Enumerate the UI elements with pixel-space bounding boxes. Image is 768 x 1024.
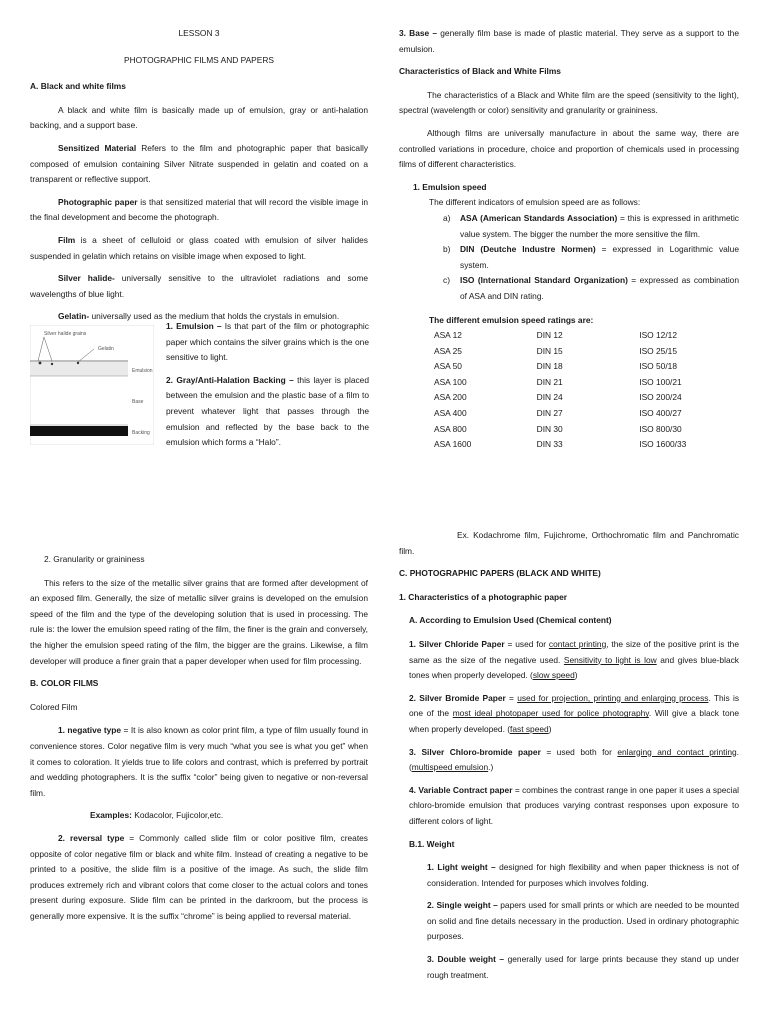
indicator-asa-text (460, 211, 739, 242)
base-item (399, 26, 739, 57)
chloro-underline-1: enlarging and contact printing (617, 746, 737, 757)
reversal-term: 2. reversal type (58, 832, 125, 843)
indicator-marker: b) (443, 244, 451, 255)
photo-paper-term: Photographic paper (58, 196, 138, 207)
reversal-text: = Commonly called slide film or color positive film, creates opposite of color negative film or black and white film. Instead of creating a negative to be printed to a positive, the slide film is a positive of the image. As such, the slide film produces extremely rich and vibrant colors that come closer to the actual colors and tones present during exposure. Slide film can be printed in the darkroom, but the process is generally more expensive. It is the suffix “chrome” is being applied to reversal material. (30, 832, 368, 921)
asa-cell: ASA 1600 (434, 439, 472, 450)
reversal-type-paragraph (30, 831, 368, 925)
din-cell: DIN 33 (536, 439, 563, 450)
examples-term: Examples: (90, 810, 132, 821)
chloro-c: .) (488, 762, 494, 773)
chloride-a: = used for (504, 638, 549, 649)
negative-text: = It is also known as color print film, a type of film usually found in convenience stores. Color negative film is very much “what you see is what you get” when it comes to coloration. It yields true to life colors and contrast, which is preferred by portrait and wedding photographers. It is the suffix “color” being given to negative or non-reversal film. (30, 725, 368, 798)
halide-grain (77, 362, 79, 364)
single-term: 2. Single weight – (427, 900, 498, 911)
double-term: 3. Double weight – (427, 954, 505, 965)
intro-paragraph: A black and white film is basically made up of emulsion, gray or anti-halation backing, and a support base. (30, 104, 368, 131)
bromide-underline-2: most ideal photopaper used for police photography (452, 708, 649, 719)
iso-cell: ISO 800/30 (639, 423, 682, 434)
emulsion-item (166, 319, 369, 366)
lesson-number: LESSON 3 (178, 28, 220, 38)
din-cell: DIN 27 (536, 408, 563, 419)
silver-chloride-item (409, 637, 739, 684)
chloride-underline-1: contact printing (548, 638, 607, 649)
emulsion-speed-heading: 1. Emulsion speed (413, 181, 487, 192)
chloro-a: = used both for (540, 746, 618, 757)
light-weight-item (427, 860, 739, 891)
chloride-term: 1. Silver Chloride Paper (409, 638, 505, 649)
photo-paper-text: is that sensitized material that will record the visible image in the final development and become the photograph. (30, 196, 368, 223)
chloro-b: . ( (409, 746, 739, 773)
label-backing: Backing (132, 430, 150, 436)
bromide-b: . This is one of the (409, 692, 740, 719)
asa-desc: = this is expressed in arithmetic value system. The bigger the number the more sensitive the film. (460, 212, 739, 239)
indicator-iso (443, 273, 739, 304)
ratings-heading: The different emulsion speed ratings are: (429, 314, 594, 325)
iso-cell: ISO 12/12 (639, 330, 677, 341)
emulsion-layer (30, 362, 128, 376)
negative-term: 1. negative type (58, 725, 122, 736)
label-emulsion: Emulsion (132, 368, 153, 374)
bromide-underline-1: used for projection, printing and enlarging process (517, 692, 709, 703)
silver-halide-paragraph (30, 271, 368, 302)
according-emulsion-heading: A. According to Emulsion Used (Chemical content) (409, 615, 612, 626)
page-title: PHOTOGRAPHIC FILMS AND PAPERS (123, 54, 274, 65)
gray-backing-term: 2. Gray/Anti-Halation Backing – (166, 374, 294, 385)
din-desc: = expressed in Logarithmic value system. (460, 244, 739, 270)
indicator-asa (443, 211, 739, 242)
base-term: 3. Base – (399, 28, 438, 38)
chloride-d: ) (574, 670, 578, 681)
din-term: DIN (Deutche Industre Normen) (460, 244, 596, 255)
iso-cell: ISO 25/15 (639, 345, 677, 356)
din-cell: DIN 12 (536, 330, 563, 341)
speed-intro: The different indicators of emulsion speed are as follows: (429, 197, 641, 208)
characteristics-para2: Although films are universally manufacture in about the same way, there are controlled variations in procedure, choice and proportion of chemicals used in processing films of different characteristics. (399, 127, 739, 170)
halide-grain (51, 363, 53, 365)
variable-contract-item (409, 783, 739, 830)
iso-cell: ISO 1600/33 (639, 439, 687, 450)
photo-paper-paragraph (30, 195, 368, 226)
speed-rating-row (434, 406, 739, 422)
film-text: is a sheet of celluloid or glass coated with emulsion of silver halides suspended in gelatin which retains on visible image when exposed to light. (30, 234, 368, 261)
asa-cell: ASA 50 (434, 361, 462, 372)
indicator-din-text (460, 242, 739, 273)
paper-characteristics-heading: 1. Characteristics of a photographic paper (399, 591, 568, 602)
speed-ratings-body (434, 328, 739, 453)
asa-cell: ASA 200 (434, 392, 467, 403)
asa-cell: ASA 100 (434, 376, 467, 387)
label-base: Base (132, 399, 144, 405)
light-term: 1. Light weight – (427, 862, 496, 873)
speed-indicator-list (443, 211, 739, 305)
variable-term: 4. Variable Contract paper (409, 784, 513, 795)
left-column-bottom (30, 552, 368, 931)
gray-backing-text: this layer is placed between the emulsion and the plastic base of a film to prevent whatever light that passes through the emulsion and reflected by the base back to the emulsion which forms a “Halo”. (166, 374, 369, 448)
iso-cell: ISO 50/18 (639, 361, 677, 372)
speed-rating-row (434, 359, 739, 375)
weight-heading: B.1. Weight (409, 838, 455, 849)
halide-grain (39, 362, 42, 365)
negative-type-paragraph (30, 723, 368, 801)
bromide-a: = (505, 692, 518, 703)
asa-cell: ASA 25 (434, 345, 462, 356)
granularity-heading: 2. Granularity or graininess (44, 554, 145, 564)
single-text: papers used for small prints or which are needed to be mounted on solid and fine details necessary in the production. Used in ordinary photographic purposes. (427, 900, 739, 942)
chloride-underline-3: slow speed (532, 670, 575, 681)
left-column-top (30, 26, 368, 332)
granularity-text: This refers to the size of the metallic silver grains that are formed after development of an exposed film. Generally, the size of metallic silver grains is developed on the emulsion speed of the film and the type of the developing solution that is used in processing. The rule is: the lower the emulsion speed rating of the film, the finer is the grain and conversely, the higher the emulsion speed rating of the film, the bigger are the grains. Likewise, a film developer will produce a finer grain that a paper developer when used for film processing. (30, 577, 368, 666)
iso-cell: ISO 400/27 (639, 408, 682, 419)
indicator-din (443, 242, 739, 273)
sensitized-term: Sensitized Material (58, 142, 137, 153)
right-column-bottom (399, 528, 739, 990)
indicator-iso-text (460, 273, 739, 304)
film-layer-diagram (30, 325, 154, 445)
double-weight-item (427, 952, 739, 983)
asa-term: ASA (American Standards Association) (460, 212, 618, 223)
chloro-underline-2: multispeed emulsion (411, 762, 489, 773)
double-text: generally used for large prints because they stand up under rough treatment. (427, 954, 739, 980)
gelatin-text: universally used as the medium that holds the crystals in emulsion. (89, 311, 340, 322)
characteristics-heading: Characteristics of Black and White Films (399, 66, 561, 77)
iso-cell: ISO 200/24 (639, 392, 682, 403)
speed-rating-row (434, 375, 739, 391)
gelatin-term: Gelatin- (58, 311, 90, 322)
gray-backing-item (166, 373, 369, 451)
backing-layer (30, 426, 128, 436)
halide-term: Silver halide- (58, 273, 115, 284)
film-cross-section (30, 325, 154, 445)
halide-text: universally sensitive to the ultraviolet radiations and some wavelengths of blue light. (30, 273, 369, 299)
label-gelatin: Gelatin (98, 346, 114, 352)
indicator-marker: a) (443, 212, 451, 223)
indicator-marker: c) (443, 275, 450, 286)
layer-descriptions (166, 319, 369, 458)
chloride-underline-2: Sensitivity to light is low (563, 654, 657, 665)
din-cell: DIN 24 (536, 392, 563, 403)
bromide-underline-3: fast speed (510, 723, 549, 734)
emulsion-term: 1. Emulsion – (166, 321, 222, 331)
din-cell: DIN 15 (536, 345, 563, 356)
chloro-term: 3. Silver Chloro-bromide paper (409, 746, 541, 757)
light-text: designed for high flexibility and when paper thickness is not of consideration. Intended for purposes which involves folding. (427, 862, 739, 888)
din-cell: DIN 21 (536, 376, 563, 387)
asa-cell: ASA 800 (434, 423, 467, 434)
photo-papers-heading: C. PHOTOGRAPHIC PAPERS (BLACK AND WHITE) (399, 568, 601, 579)
iso-desc: = expressed as combination of ASA and DIN rating. (460, 275, 739, 301)
silver-chloro-bromide-item (409, 745, 739, 776)
bromide-term: 2. Silver Bromide Paper (409, 692, 506, 703)
color-films-heading: B. COLOR FILMS (30, 678, 99, 689)
bromide-c: . Will give a black tone when properly developed. ( (409, 708, 739, 734)
speed-rating-row (434, 437, 739, 453)
film-examples-line: Ex. Kodachrome film, Fujichrome, Orthochromatic film and Panchromatic film. (399, 530, 739, 556)
speed-rating-row (434, 328, 739, 344)
sensitized-text: Refers to the film and photographic paper that basically composed of emulsion containing Silver Nitrate suspended in gelatin and coated on a transparent or reflective support. (30, 142, 369, 185)
silver-bromide-item (409, 691, 739, 738)
film-term: Film (58, 234, 76, 245)
speed-ratings-table (434, 328, 739, 453)
examples-text: Kodacolor, Fujicolor,etc. (131, 810, 224, 821)
iso-term: ISO (International Standard Organization) (460, 275, 628, 286)
base-text: generally film base is made of plastic material. They serve as a support to the emulsion. (399, 28, 739, 54)
colored-film-subheading: Colored Film (30, 701, 78, 712)
din-cell: DIN 30 (536, 423, 563, 434)
speed-rating-row (434, 390, 739, 406)
asa-cell: ASA 400 (434, 408, 467, 419)
chloride-b: , the size of the positive print is the same as the size of the negative used. (409, 638, 739, 665)
speed-rating-row (434, 422, 739, 438)
film-paragraph (30, 233, 368, 264)
variable-text: = combines the contrast range in one paper it uses a special chloro-bromide emulsion that produces varying contrast responses upon exposure to different colors of light. (409, 784, 739, 826)
din-cell: DIN 18 (536, 361, 563, 372)
asa-cell: ASA 12 (434, 330, 462, 341)
chloride-c: and gives blue-black tones when properly developed. ( (409, 654, 739, 681)
single-weight-item (427, 898, 739, 945)
examples-line (90, 808, 368, 824)
bromide-d: ) (548, 723, 552, 734)
speed-rating-row (434, 344, 739, 360)
sensitized-material-paragraph (30, 141, 368, 188)
right-column-top (399, 26, 739, 453)
label-silver-halide-grains: Silver halide grains (44, 331, 87, 337)
characteristics-intro: The characteristics of a Black and White film are the speed (sensitivity to the light), spectral (wavelength or color) sensitivity and granularity or graininess. (399, 89, 739, 116)
section-a-heading: A. Black and white films (30, 81, 126, 92)
emulsion-text: Is that part of the film or photographic paper which contains the silver grains which is the one sensitive to light. (166, 321, 369, 363)
iso-cell: ISO 100/21 (639, 376, 682, 387)
